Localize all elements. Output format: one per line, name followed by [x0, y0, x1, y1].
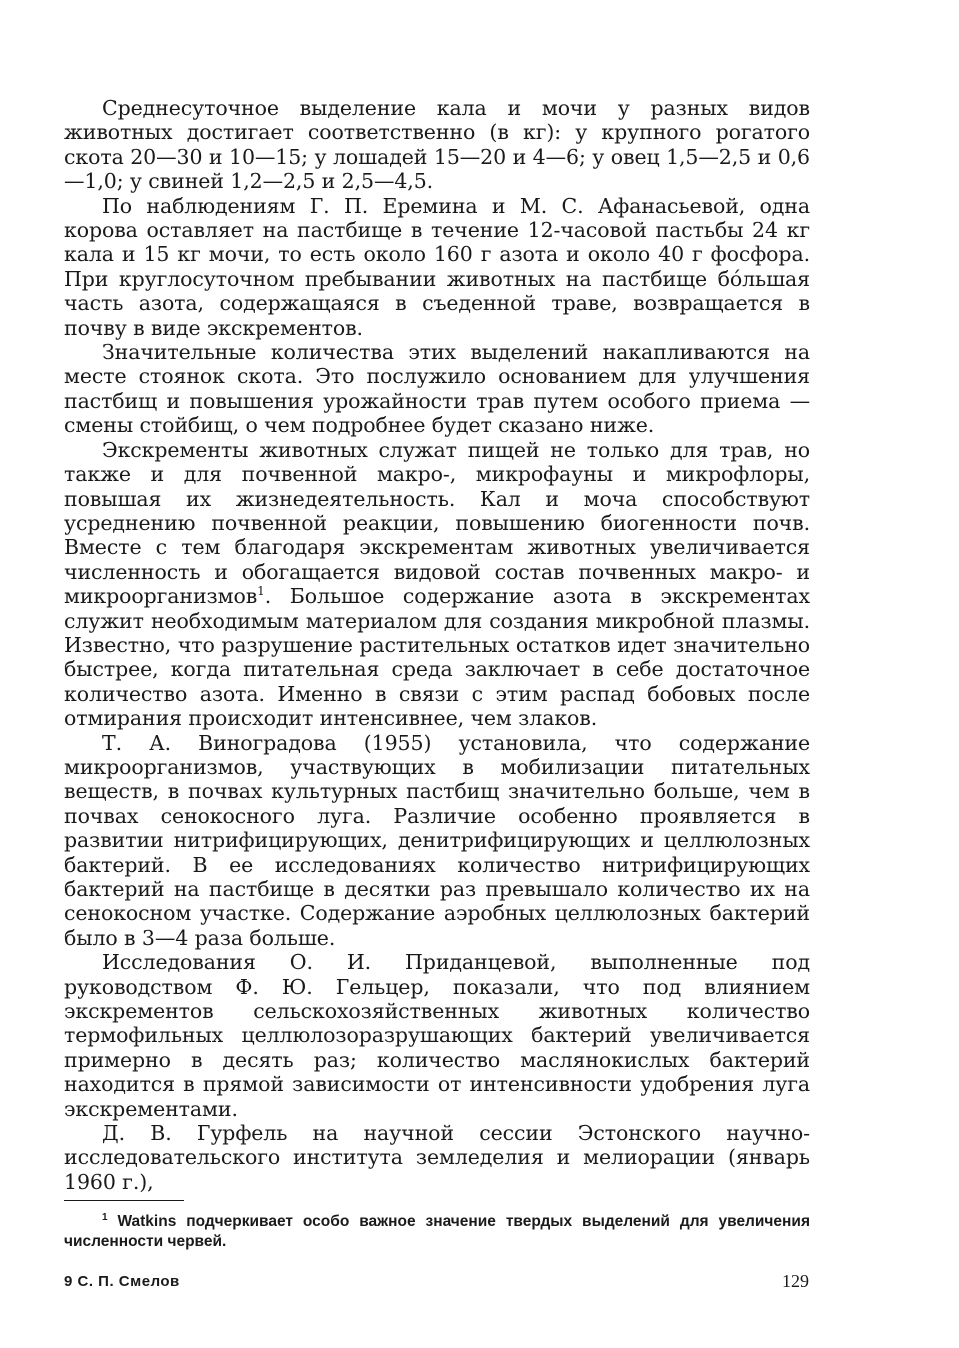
footnote-divider [64, 1200, 184, 1201]
page-number: 129 [782, 1271, 809, 1291]
paragraph-1: Среднесуточное выделение кала и мочи у разных видов животных достигает соответственно (в кг): у крупного рогатого скота 20—30 и 10—15; у лошадей 15—20 и 4—6; у овец 1,5—2,5 и 0,6—1,0; у свиней 1,2—2,5 и 2,5—4,5. [64, 96, 810, 194]
footnote [64, 1212, 810, 1252]
paragraph-4-text-before: Экскременты животных служат пищей не только для трав, но также и для почвенной макро-, микрофауны и микрофлоры, повышая их жизнедеятельность. Кал и моча способствуют усреднению почвенной реакции, повышению биогенности почв. Вместе с тем благодаря экскрементам животных увеличивается численность и обогащается видовой состав почвенных макро- и микроорганизмов [64, 437, 810, 609]
paragraph-3: Значительные количества этих выделений накапливаются на месте стоянок скота. Это послужило основанием для улучшения пастбищ и повышения урожайности трав путем особого приема — смены стойбищ, о чем подробнее будет сказано ниже. [64, 340, 810, 438]
paragraph-5: Т. А. Виноградова (1955) установила, что содержание микроорганизмов, участвующих в мобилизации питательных веществ, в почвах культурных пастбищ значительно больше, чем в почвах сенокосного луга. Различие особенно проявляется в развитии нитрифицирующих, денитрифицирующих и целлюлозных бактерий. В ее исследованиях количество нитрифицирующих бактерий на пастбище в десятки раз превышало количество их на сенокосном участке. Содержание аэробных целлюлозных бактерий было в 3—4 раза больше. [64, 730, 810, 950]
paragraph-7: Д. В. Гурфель на научной сессии Эстонского научно-исследовательского института земледелия и мелиорации (январь 1960 г.), [64, 1121, 810, 1194]
footnote-marker: 1 [102, 1211, 108, 1223]
printer-signature: 9 С. П. Смелов [64, 1273, 180, 1290]
paragraph-6: Исследования О. И. Приданцевой, выполненные под руководством Ф. Ю. Гельцер, показали, что под влиянием экскрементов сельскохозяйственных животных количество термофильных целлюлозоразрушающих бактерий увеличивается примерно в десять раз; количество маслянокислых бактерий находится в прямой зависимости от интенсивности удобрения луга экскрементами. [64, 950, 810, 1121]
page-body [64, 96, 810, 1194]
paragraph-4-text-after: . Большое содержание азота в экскрементах служит необходимым материалом для создания микробной плазмы. Известно, что разрушение растительных остатков идет значительно быстрее, когда питательная среда заключает в себе достаточное количество азота. Именно в связи с этим распад бобовых после отмирания происходит интенсивнее, чем злаков. [64, 584, 810, 731]
footnote-text: Watkins подчеркивает особо важное значение твердых выделений для увеличения численности червей. [64, 1213, 810, 1250]
footnote-reference: 1 [257, 584, 265, 599]
paragraph-2: По наблюдениям Г. П. Еремина и М. С. Афанасьевой, одна корова оставляет на пастбище в течение 12-часовой пастьбы 24 кг кала и 15 кг мочи, то есть около 160 г азота и около 40 г фосфора. При круглосуточном пребывании животных на пастбище бóльшая часть азота, содержащаяся в съеденной траве, возвращается в почву в виде экскрементов. [64, 193, 810, 340]
paragraph-4 [64, 438, 810, 731]
